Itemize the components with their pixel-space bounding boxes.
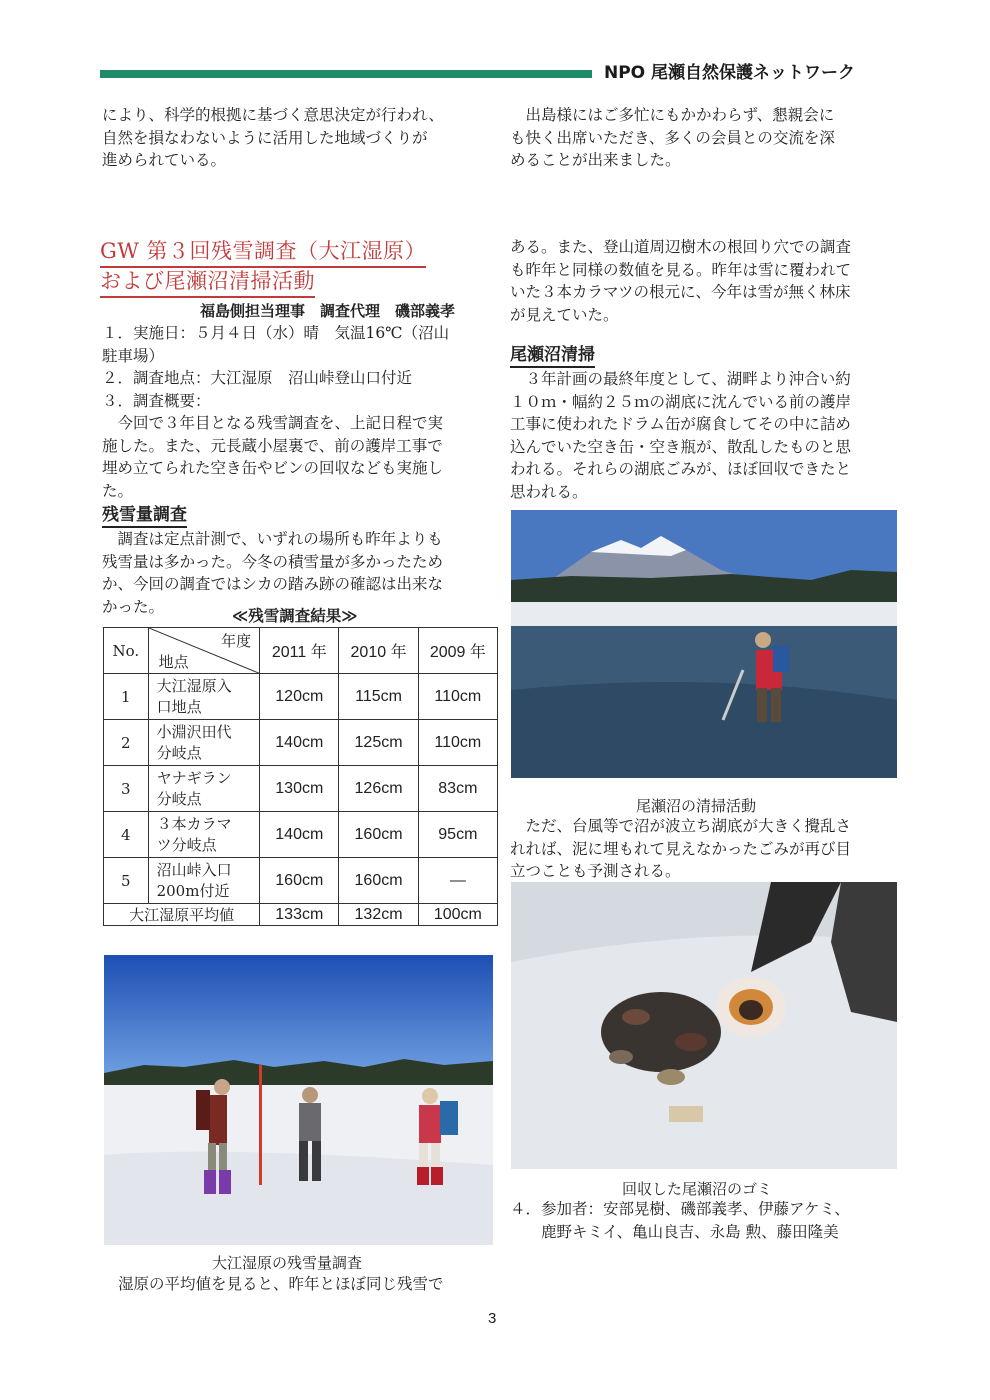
article-title bbox=[100, 238, 492, 298]
snow-text-line: 調査は定点計測で、いずれの場所も昨年よりも bbox=[102, 530, 443, 548]
text-line: めることが出来ました。 bbox=[510, 151, 681, 169]
row-value: 115cm bbox=[339, 674, 418, 720]
row-value: 130cm bbox=[260, 766, 339, 812]
snow-text-line: か、今回の調査ではシカの踏み跡の確認は出来な bbox=[102, 575, 444, 593]
text-line: われる。それらの湖底ごみが、ほぼ回収できたと bbox=[510, 460, 852, 478]
text-line: 立つことも予測される。 bbox=[510, 862, 681, 880]
site-line: 小淵沢田代 bbox=[156, 722, 232, 741]
article-author: 福島側担当理事 調査代理 磯部義孝 bbox=[200, 302, 456, 320]
overview-line: た。 bbox=[102, 481, 134, 500]
site-line: ツ分岐点 bbox=[156, 835, 217, 854]
row-value: 110cm bbox=[418, 720, 497, 766]
year-header: 2011 年 bbox=[260, 628, 339, 674]
overview-line: 施した。また、元長蔵小屋裏で、前の護岸工事で bbox=[102, 436, 443, 455]
text-line: 込んでいた空き缶・空き瓶が、散乱したものと思 bbox=[510, 437, 852, 456]
average-value: 132cm bbox=[339, 904, 418, 926]
lake-text bbox=[510, 368, 900, 503]
page-number: 3 bbox=[488, 1310, 497, 1327]
participants bbox=[510, 1198, 900, 1243]
table-row bbox=[104, 766, 498, 812]
year-label: 年度 bbox=[221, 632, 252, 650]
lake-cleanup-heading: 尾瀬沼清掃 bbox=[510, 344, 595, 368]
row-value: 160cm bbox=[260, 858, 339, 904]
snow-text-line: かった。 bbox=[102, 597, 165, 616]
text-line: ３年計画の最終年度として、湖畔より沖合い約 bbox=[510, 370, 851, 388]
item-line: ２．調査地点：大江湿原 沼山峠登山口付近 bbox=[102, 369, 413, 387]
text-line: 工事に使われたドラム缶が腐食してその中に詰め bbox=[510, 415, 851, 433]
text-line: 進められている。 bbox=[102, 151, 227, 169]
text-line: も昨年と同様の数値を見る。昨年は雪に覆われて bbox=[510, 260, 852, 279]
row-site bbox=[148, 858, 260, 904]
top-left-text bbox=[102, 104, 494, 172]
col-no-header: No. bbox=[104, 628, 149, 674]
row-value: 160cm bbox=[339, 858, 418, 904]
site-line: 大江湿原入 bbox=[156, 676, 232, 695]
site-line: 分岐点 bbox=[156, 743, 202, 762]
text-line: 思われる。 bbox=[510, 482, 588, 501]
text-line: 出島様にはご多忙にもかかわらず、懇親会に bbox=[510, 106, 835, 124]
row-value: 125cm bbox=[339, 720, 418, 766]
text-line: 鹿野キミイ、亀山良吉、永島 勲、藤田隆美 bbox=[510, 1222, 839, 1241]
after-photo2-text bbox=[510, 815, 900, 883]
site-line: 分岐点 bbox=[156, 789, 202, 808]
row-no: 1 bbox=[104, 674, 149, 720]
site-line: ヤナギラン bbox=[156, 768, 232, 787]
header-bar bbox=[100, 70, 592, 78]
row-no: 5 bbox=[104, 858, 149, 904]
overview-line: 今回で３年目となる残雪調査を、上記日程で実 bbox=[102, 414, 444, 432]
site-label: 地点 bbox=[158, 653, 189, 671]
site-line: ３本カラマ bbox=[156, 814, 232, 833]
snow-text-line: 残雪量は多かった。今冬の積雪量が多かったため bbox=[102, 552, 444, 571]
table-row bbox=[104, 674, 498, 720]
row-site bbox=[148, 812, 260, 858]
text-line: れれば、泥に埋もれて見えなかったごみが再び目 bbox=[510, 839, 852, 858]
row-site bbox=[148, 720, 260, 766]
row-no: 4 bbox=[104, 812, 149, 858]
title-line-1: GW 第３回残雪調査（大江湿原） bbox=[100, 238, 426, 268]
row-value: 140cm bbox=[260, 720, 339, 766]
site-line: 口地点 bbox=[156, 697, 202, 716]
year-header: 2010 年 bbox=[339, 628, 418, 674]
table-average-row bbox=[104, 904, 498, 926]
row-value: — bbox=[418, 858, 497, 904]
item-line: 駐車場） bbox=[102, 346, 165, 365]
item-line: ３．調査概要： bbox=[102, 391, 211, 410]
top-right-text bbox=[510, 104, 900, 172]
row-value: 95cm bbox=[418, 812, 497, 858]
lake-heading-wrap bbox=[510, 344, 595, 368]
average-label: 大江湿原平均値 bbox=[104, 904, 260, 926]
row-value: 126cm bbox=[339, 766, 418, 812]
overview-line: 埋め立てられた空き缶やビンの回収なども実施し bbox=[102, 459, 444, 477]
row-no: 3 bbox=[104, 766, 149, 812]
table-row bbox=[104, 858, 498, 904]
average-value: 100cm bbox=[418, 904, 497, 926]
row-value: 120cm bbox=[260, 674, 339, 720]
text-line: いた３本カラマツの根元に、今年は雪が無く林床 bbox=[510, 283, 851, 301]
row-value: 110cm bbox=[418, 674, 497, 720]
text-line: も快く出席いただき、多くの会員との交流を深 bbox=[510, 128, 835, 147]
site-line: 200m付近 bbox=[156, 881, 230, 900]
title-line-2: および尾瀬沼清掃活動 bbox=[100, 268, 315, 298]
snow-survey-photo bbox=[104, 955, 493, 1245]
right-column-top bbox=[510, 236, 900, 326]
left-column-body bbox=[102, 322, 494, 618]
table-title: ≪残雪調査結果≫ bbox=[232, 607, 358, 625]
after-photo1-text: 湿原の平均値を見ると、昨年とほぼ同じ残雪で bbox=[118, 1275, 444, 1293]
text-line: ただ、台風等で沼が波立ち湖底が大きく攪乱さ bbox=[510, 817, 852, 835]
year-header: 2009 年 bbox=[418, 628, 497, 674]
table-row bbox=[104, 812, 498, 858]
col-site-year-header bbox=[148, 628, 260, 674]
row-value: 140cm bbox=[260, 812, 339, 858]
text-line: １０ｍ・幅約２５ｍの湖底に沈んでいる前の護岸 bbox=[510, 392, 852, 411]
snow-survey-heading: 残雪量調査 bbox=[102, 504, 187, 528]
row-site bbox=[148, 674, 260, 720]
average-value: 133cm bbox=[260, 904, 339, 926]
photo1-caption: 大江湿原の残雪量調査 bbox=[212, 1254, 363, 1272]
text-line: により、科学的根拠に基づく意思決定が行われ、 bbox=[102, 106, 444, 124]
text-line: 自然を損なわないように活用した地域づくりが bbox=[102, 128, 428, 147]
table-header-row bbox=[104, 628, 498, 674]
table-row bbox=[104, 720, 498, 766]
text-line: ある。また、登山道周辺樹木の根回り穴での調査 bbox=[510, 238, 852, 256]
collected-trash-photo bbox=[511, 882, 897, 1169]
row-value: 160cm bbox=[339, 812, 418, 858]
site-line: 沼山峠入口 bbox=[156, 860, 232, 879]
photo2-caption: 尾瀬沼の清掃活動 bbox=[636, 797, 757, 815]
text-line: が見えていた。 bbox=[510, 305, 619, 324]
lake-cleanup-photo bbox=[511, 510, 897, 778]
row-value: 83cm bbox=[418, 766, 497, 812]
item-line: １．実施日：５月４日（水）晴 気温16℃（沼山 bbox=[102, 324, 450, 342]
row-no: 2 bbox=[104, 720, 149, 766]
row-site bbox=[148, 766, 260, 812]
photo3-caption: 回収した尾瀬沼のゴミ bbox=[622, 1180, 773, 1198]
text-line: ４．参加者：安部晃樹、磯部義孝、伊藤アケミ、 bbox=[510, 1200, 850, 1218]
organization-name: NPO 尾瀬自然保護ネットワーク bbox=[604, 63, 856, 83]
snow-survey-table bbox=[103, 627, 498, 926]
